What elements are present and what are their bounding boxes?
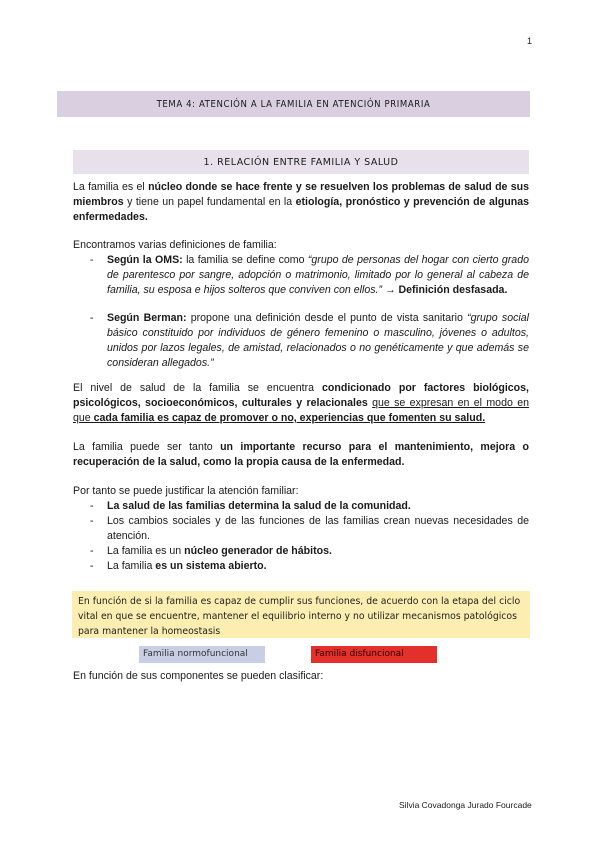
tag-dysfunctional-family: Familia disfuncional — [311, 646, 437, 663]
list-dash: - — [90, 500, 94, 512]
arrow-icon: → — [382, 284, 399, 296]
reason-3-text — [107, 544, 529, 559]
p1-text-c: y tiene un papel fundamental en la — [123, 196, 296, 208]
oms-text: la familia se define como — [182, 254, 308, 266]
page-number: 1 — [527, 36, 533, 46]
list-dash: - — [90, 312, 94, 324]
p1-bold-d: etiología, pronóstico y prevención de algunas enfermedades. — [73, 196, 529, 223]
paragraph-family-definition — [73, 180, 529, 225]
tag-normofunctional-family: Familia normofuncional — [139, 646, 265, 663]
topic-title — [57, 91, 530, 117]
berman-text: propone una definición desde el punto de vista sanitario — [186, 312, 468, 324]
p3-underline-d: que se expresan en el modo en que — [73, 397, 529, 424]
reason-2-text: Los cambios sociales y de las funciones de las familias crean nuevas necesidades de atención. — [107, 515, 529, 542]
reason-4-pre: La familia — [107, 560, 156, 572]
berman-label: Según Berman: — [107, 312, 187, 324]
reason-3-bold: núcleo generador de hábitos. — [184, 545, 332, 557]
section-title — [73, 150, 529, 174]
oms-label: Según la OMS: — [107, 254, 183, 266]
list-dash: - — [90, 560, 94, 572]
paragraph-definitions-intro: Encontramos varias definiciones de familia: — [73, 239, 277, 251]
p4-text-a: La familia puede ser tanto — [73, 441, 221, 453]
p3-bold-underline-e: cada familia es capaz de promover o no, experiencias que fomenten su salud. — [93, 412, 486, 424]
list-dash: - — [90, 545, 94, 557]
highlight-note: En función de si la familia es capaz de cumplir sus funciones, de acuerdo con la etapa del ciclo vital en que se encuentre, mantener el equilibrio interno y no utilizar mecanismos patológicos para mantener la homeostasis — [72, 591, 530, 638]
oms-quote: “grupo de personas del hogar con cierto grado de parentesco por sangre, adopción o matrimonio, limitado por lo general al cabeza de familia, su esposa e hijos solteros que conviven con ellos.” — [107, 254, 529, 296]
list-dash: - — [90, 515, 94, 527]
topic-title-text: TEMA 4: ATENCIÓN A LA FAMILIA EN ATENCIÓN PRIMARIA — [156, 98, 431, 110]
p1-bold-b: núcleo donde se hace frente y se resuelven los problemas de salud de sus miembros — [73, 181, 529, 208]
berman-definition-text — [107, 311, 529, 371]
p3-bold-b: condicionado por factores biológicos, psicológicos, socioeconómicos, culturales y relacionales — [73, 382, 529, 409]
reason-1-bold: La salud de las familias determina la salud de la comunidad. — [107, 500, 411, 512]
paragraph-components-intro: En función de sus componentes se pueden clasificar: — [73, 670, 324, 682]
reason-4-bold: es un sistema abierto. — [155, 560, 267, 572]
p1-text-a: La familia es el — [73, 181, 149, 193]
reason-1-text — [107, 499, 529, 514]
p4-bold-b: un importante recurso para el mantenimiento, mejora o recuperación de la salud, como la propia causa de la enfermedad. — [73, 441, 529, 468]
oms-conclusion: Definición desfasada. — [398, 284, 508, 296]
berman-quote: “grupo social básico constituido por individuos de género femenino o masculino, jóvenes o adultos, unidos por lazos legales, de amistad, relacionados o no genéticamente y que además se consideran allegados.” — [107, 312, 529, 369]
list-dash: - — [90, 254, 94, 266]
paragraph-family-resource — [73, 440, 529, 470]
footer-author: Silvia Covadonga Jurado Fourcade — [399, 800, 532, 810]
paragraph-justification-intro: Por tanto se puede justificar la atención familiar: — [73, 485, 299, 497]
paragraph-health-factors — [73, 381, 529, 426]
p3-text-a: El nivel de salud de la familia se encuentra — [73, 382, 323, 394]
oms-definition-text — [107, 253, 529, 298]
section-title-text: 1. RELACIÓN ENTRE FAMILIA Y SALUD — [203, 156, 399, 168]
reason-3-pre: La familia es un — [107, 545, 185, 557]
reason-4-text — [107, 559, 529, 574]
